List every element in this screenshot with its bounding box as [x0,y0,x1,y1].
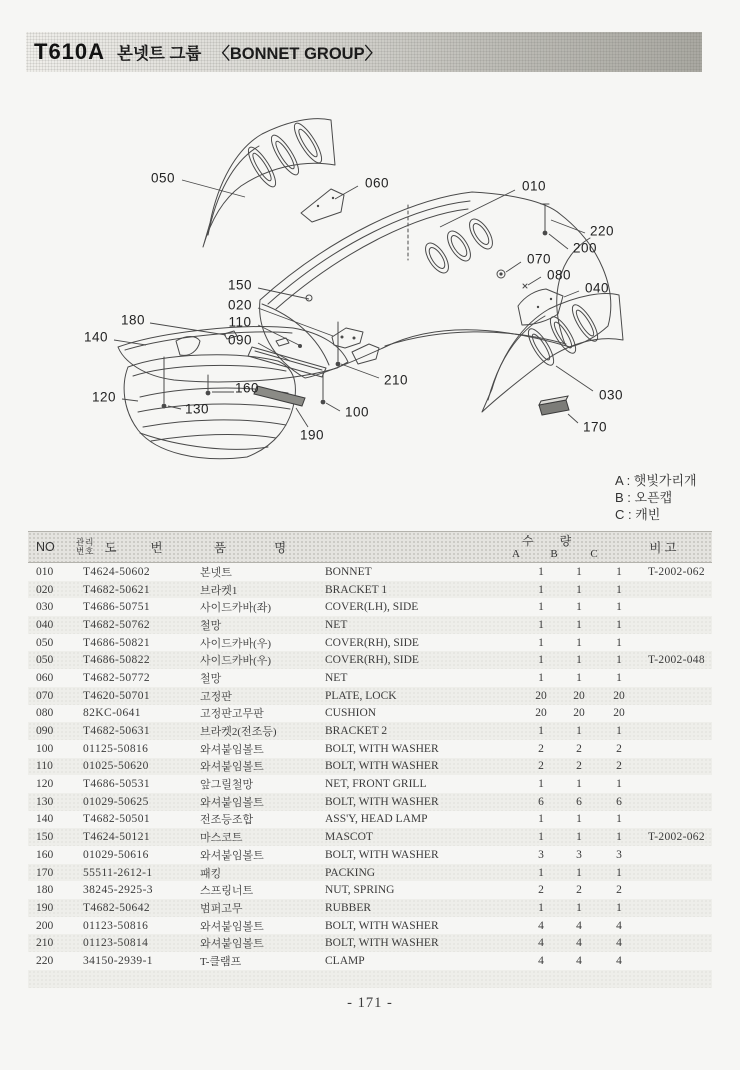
header-qty-a: A [512,547,520,560]
callout-label: 170 [582,419,608,435]
table-row [28,811,712,829]
cell-qty-a: 20 [535,689,547,702]
cell-qty-a: 1 [538,671,544,684]
bonnet-part [260,192,611,378]
cell-name-korean: 와셔붙임볼트 [200,743,264,756]
cell-name-korean: 사이드카바(우) [200,637,272,650]
cell-part-number: 01123-50814 [83,937,149,950]
cell-name-korean: 철망 [200,619,222,632]
cell-part-number: 01125-50816 [83,742,149,755]
callout-label: 200 [572,240,598,256]
cell-no: 160 [36,848,54,861]
cell-qty-b: 1 [576,618,582,631]
cell-qty-c: 1 [616,831,622,844]
cell-qty-c: 4 [616,954,622,967]
cell-qty-b: 6 [576,795,582,808]
cell-qty-b: 20 [573,707,585,720]
leader-line [258,288,309,299]
cell-name-english: ASS'Y, HEAD LAMP [325,813,428,826]
cell-no: 100 [36,742,54,755]
cell-no: 180 [36,884,54,897]
header-qty-columns [498,548,614,560]
callout-label: 160 [234,380,260,396]
cell-qty-b: 1 [576,725,582,738]
cell-no: 130 [36,795,54,808]
cell-name-korean: 와셔붙임볼트 [200,796,264,809]
cell-name-english: BOLT, WITH WASHER [325,795,439,808]
header-part-number [76,538,192,556]
leader-line [341,364,379,378]
cell-part-number: T4682-50762 [83,618,151,631]
cell-name-korean: 와셔붙임볼트 [200,938,264,951]
cell-qty-b: 2 [576,884,582,897]
cell-part-number: 82KC-0641 [83,707,141,720]
title-bar [26,32,702,72]
bolt-210-part [336,322,341,366]
callout-label: 060 [364,175,390,191]
header-mgmt-number: 관리 번호 [76,537,95,556]
cell-no: 150 [36,831,54,844]
lock-plate-070-part [497,270,527,288]
table-row [28,687,712,705]
diagram-drawing [0,85,740,475]
cell-name-english: BOLT, WITH WASHER [325,937,439,950]
cell-part-number: T4624-50602 [83,565,151,578]
cell-name-english: PLATE, LOCK [325,689,397,702]
table-row [28,775,712,793]
cell-no: 050 [36,654,54,667]
cell-name-korean: 패킹 [200,867,222,880]
cell-qty-a: 3 [538,848,544,861]
header-no: NO [36,540,55,554]
leader-line [564,291,579,297]
table-row [28,705,712,723]
cell-name-korean: 와셔붙임볼트 [200,849,264,862]
table-row-blank [28,970,712,988]
cell-no: 080 [36,707,54,720]
cell-qty-b: 20 [573,689,585,702]
cell-qty-c: 4 [616,919,622,932]
bolt-100-part [321,373,326,404]
callout-label: 020 [227,297,253,313]
callout-label: 220 [589,223,615,239]
cell-name-english: NET [325,618,348,631]
cell-no: 200 [36,919,54,932]
cell-no: 220 [36,954,54,967]
cell-name-english: NET [325,671,348,684]
cell-name-korean: 고정판고무판 [200,708,264,721]
callout-label: 100 [344,404,370,420]
cell-no: 140 [36,813,54,826]
parts-table [28,531,712,988]
cell-qty-b: 1 [576,866,582,879]
leader-line [182,180,245,197]
callout-label: 130 [184,401,210,417]
bolt-130-part [162,357,167,408]
cell-name-korean: 브라켓2(전조등) [200,726,277,739]
cell-name-english: CUSHION [325,707,377,720]
cell-qty-b: 1 [576,901,582,914]
callout-label: 150 [227,277,253,293]
leader-line [568,414,578,423]
cell-no: 170 [36,866,54,879]
cell-qty-c: 1 [616,671,622,684]
header-part-name: 품 명 [214,541,287,555]
cell-name-english: MASCOT [325,831,373,844]
cell-no: 020 [36,583,54,596]
callout-label: 120 [91,389,117,405]
cell-qty-b: 4 [576,937,582,950]
table-row [28,563,712,581]
cell-name-korean: 와셔붙임볼트 [200,761,264,774]
cell-qty-a: 1 [538,618,544,631]
cell-qty-b: 1 [576,813,582,826]
cell-name-korean: 와셔붙임볼트 [200,920,264,933]
bracket2-part [248,347,326,377]
cell-qty-a: 1 [538,565,544,578]
cell-no: 050 [36,636,54,649]
cell-no: 090 [36,725,54,738]
cell-qty-b: 4 [576,954,582,967]
header-quantity [498,535,614,560]
cell-qty-a: 4 [538,937,544,950]
cell-qty-b: 3 [576,848,582,861]
cell-qty-c: 1 [616,618,622,631]
table-row [28,581,712,599]
cell-part-number: T4624-50121 [83,831,151,844]
leader-line [326,403,340,411]
bolt-160-part [206,375,211,395]
callout-label: 210 [383,372,409,388]
cell-part-number: T4686-50822 [83,654,151,667]
cell-qty-c: 1 [616,601,622,614]
cell-qty-a: 1 [538,725,544,738]
cell-no: 070 [36,689,54,702]
cell-name-english: BOLT, WITH WASHER [325,848,439,861]
cell-qty-b: 1 [576,583,582,596]
cell-part-number: 01029-50625 [83,795,149,808]
exploded-diagram [0,85,740,475]
cell-name-english: PACKING [325,866,376,879]
table-row [28,881,712,899]
cell-qty-b: 4 [576,919,582,932]
cell-qty-c: 4 [616,937,622,950]
cell-part-number: T4686-50531 [83,778,151,791]
cell-qty-c: 20 [613,707,625,720]
table-row [28,793,712,811]
table-row [28,864,712,882]
cell-qty-a: 1 [538,866,544,879]
cell-qty-a: 20 [535,707,547,720]
cell-qty-b: 1 [576,565,582,578]
cell-qty-b: 2 [576,742,582,755]
cell-qty-c: 1 [616,583,622,596]
cell-name-korean: 전조등조합 [200,814,254,827]
table-row [28,634,712,652]
cell-remark: T-2002-062 [648,831,705,844]
cell-part-number: T4686-50821 [83,636,151,649]
cell-no: 060 [36,671,54,684]
table-row [28,598,712,616]
cell-name-korean: 철망 [200,672,222,685]
cell-qty-a: 1 [538,901,544,914]
table-row [28,917,712,935]
cell-remark: T-2002-062 [648,565,705,578]
callout-label: 190 [299,427,325,443]
cell-name-english: BOLT, WITH WASHER [325,760,439,773]
callout-label: 180 [120,312,146,328]
legend-item: C : 캐빈 [615,507,661,522]
cell-name-english: CLAMP [325,954,365,967]
table-row [28,740,712,758]
header-remark: 비 고 [649,541,677,555]
callout-label: 030 [598,387,624,403]
cell-no: 010 [36,565,54,578]
cell-name-english: BOLT, WITH WASHER [325,742,439,755]
table-row [28,899,712,917]
cell-part-number: T4686-50751 [83,601,151,614]
bracket1-part [332,328,379,364]
table-row [28,828,712,846]
table-row [28,846,712,864]
cell-qty-b: 1 [576,671,582,684]
leader-line [556,366,593,391]
side-cover-lh-part [203,119,335,247]
cell-qty-a: 1 [538,636,544,649]
cell-qty-b: 1 [576,654,582,667]
cell-qty-c: 1 [616,636,622,649]
cell-qty-a: 2 [538,884,544,897]
packing-170-part [539,396,569,415]
cell-qty-a: 2 [538,760,544,773]
cell-qty-b: 2 [576,760,582,773]
cell-qty-c: 1 [616,725,622,738]
cell-part-number: 01025-50620 [83,760,149,773]
cell-qty-a: 1 [538,583,544,596]
cell-no: 030 [36,601,54,614]
cell-qty-c: 2 [616,884,622,897]
cell-name-korean: 범퍼고무 [200,902,243,915]
legend-item: B : 오픈캡 [615,490,673,505]
cell-qty-a: 6 [538,795,544,808]
table-row [28,758,712,776]
cell-part-number: 01123-50816 [83,919,149,932]
cell-qty-b: 1 [576,636,582,649]
cell-name-english: RUBBER [325,901,372,914]
cell-part-number: 01029-50616 [83,848,149,861]
cell-name-english: NUT, SPRING [325,884,395,897]
leader-line [506,262,521,272]
header-dwg-left: 도 [104,541,117,555]
cell-no: 210 [36,937,54,950]
cell-qty-b: 1 [576,601,582,614]
cell-qty-a: 4 [538,919,544,932]
cell-name-korean: 고정판 [200,690,232,703]
plate-060-part [301,189,344,222]
callout-label: 010 [521,178,547,194]
table-row [28,616,712,634]
cell-qty-a: 4 [538,954,544,967]
rubber-190-part [254,386,305,406]
cell-qty-a: 1 [538,778,544,791]
page-number: - 171 - [347,995,393,1011]
cell-qty-a: 1 [538,654,544,667]
cell-name-english: BRACKET 2 [325,725,388,738]
cell-name-korean: 마스코트 [200,832,243,845]
cell-name-korean: 사이드카바(우) [200,655,272,668]
callout-label: 080 [546,267,572,283]
callout-label: 090 [227,332,253,348]
cell-name-english: BOLT, WITH WASHER [325,919,439,932]
leader-line [528,277,541,285]
cell-no: 190 [36,901,54,914]
callout-label: 110 [228,314,252,330]
cell-part-number: T4682-50772 [83,671,151,684]
cell-name-english: BRACKET 1 [325,583,388,596]
page-title-korean: 본넷트 그룹 [117,45,202,63]
table-header [28,531,712,563]
cell-qty-c: 1 [616,654,622,667]
cell-qty-c: 3 [616,848,622,861]
bolt-220-part [541,204,549,235]
cell-part-number: T4682-50642 [83,901,151,914]
page-title-english: 〈BONNET GROUP〉 [213,45,382,63]
legend-item: A : 햇빛가리개 [615,473,697,488]
header-qty-title: 수 량 [522,533,572,548]
cell-part-number: T4682-50631 [83,725,151,738]
header-qty-b: B [550,547,558,560]
table-row [28,669,712,687]
callout-label: 070 [526,251,552,267]
callout-label: 040 [584,280,610,296]
cell-qty-a: 1 [538,601,544,614]
cell-qty-c: 2 [616,760,622,773]
cell-qty-c: 1 [616,778,622,791]
cell-no: 110 [36,760,53,773]
cell-qty-c: 1 [616,901,622,914]
cell-name-korean: 본넷트 [200,566,232,579]
leader-line [122,399,138,401]
cell-part-number: T4620-50701 [83,689,151,702]
cell-part-number: T4682-50501 [83,813,151,826]
cell-qty-c: 2 [616,742,622,755]
cell-qty-c: 1 [616,565,622,578]
cell-part-number: 34150-2939-1 [83,954,153,967]
cell-qty-c: 1 [616,866,622,879]
model-code: T610A [34,39,106,64]
header-dwg-right: 번 [150,541,163,555]
cell-part-number: 38245-2925-3 [83,884,153,897]
variant-legend [615,472,697,523]
net-040-part [518,289,563,325]
cell-name-english: NET, FRONT GRILL [325,778,427,791]
leader-line [296,408,308,427]
leader-line [114,340,146,345]
table-body [28,563,712,988]
cell-qty-b: 1 [576,831,582,844]
cell-qty-b: 1 [576,778,582,791]
cell-qty-a: 1 [538,813,544,826]
cell-no: 040 [36,618,54,631]
table-row [28,934,712,952]
table-row [28,952,712,970]
cell-name-english: COVER(RH), SIDE [325,654,419,667]
cell-qty-a: 1 [538,831,544,844]
cell-qty-c: 6 [616,795,622,808]
cell-qty-c: 1 [616,813,622,826]
cell-name-english: BONNET [325,565,372,578]
leader-line [549,234,568,249]
table-row [28,722,712,740]
cell-name-korean: 브라켓1 [200,584,238,597]
cell-name-english: COVER(LH), SIDE [325,601,419,614]
table-row [28,651,712,669]
cell-name-korean: 스프링너트 [200,885,254,898]
cell-name-english: COVER(RH), SIDE [325,636,419,649]
cell-qty-c: 20 [613,689,625,702]
callout-label: 050 [150,170,176,186]
cell-qty-a: 2 [538,742,544,755]
cell-no: 120 [36,778,54,791]
cell-name-korean: 앞그릴철망 [200,779,254,792]
cell-name-korean: 사이드카바(좌) [200,602,272,615]
cell-remark: T-2002-048 [648,654,705,667]
cell-part-number: 55511-2612-1 [83,866,153,879]
callout-label: 140 [83,329,109,345]
leader-line [551,220,585,233]
cell-part-number: T4682-50621 [83,583,151,596]
cell-name-korean: T-클램프 [200,955,242,968]
header-qty-c: C [590,547,598,560]
